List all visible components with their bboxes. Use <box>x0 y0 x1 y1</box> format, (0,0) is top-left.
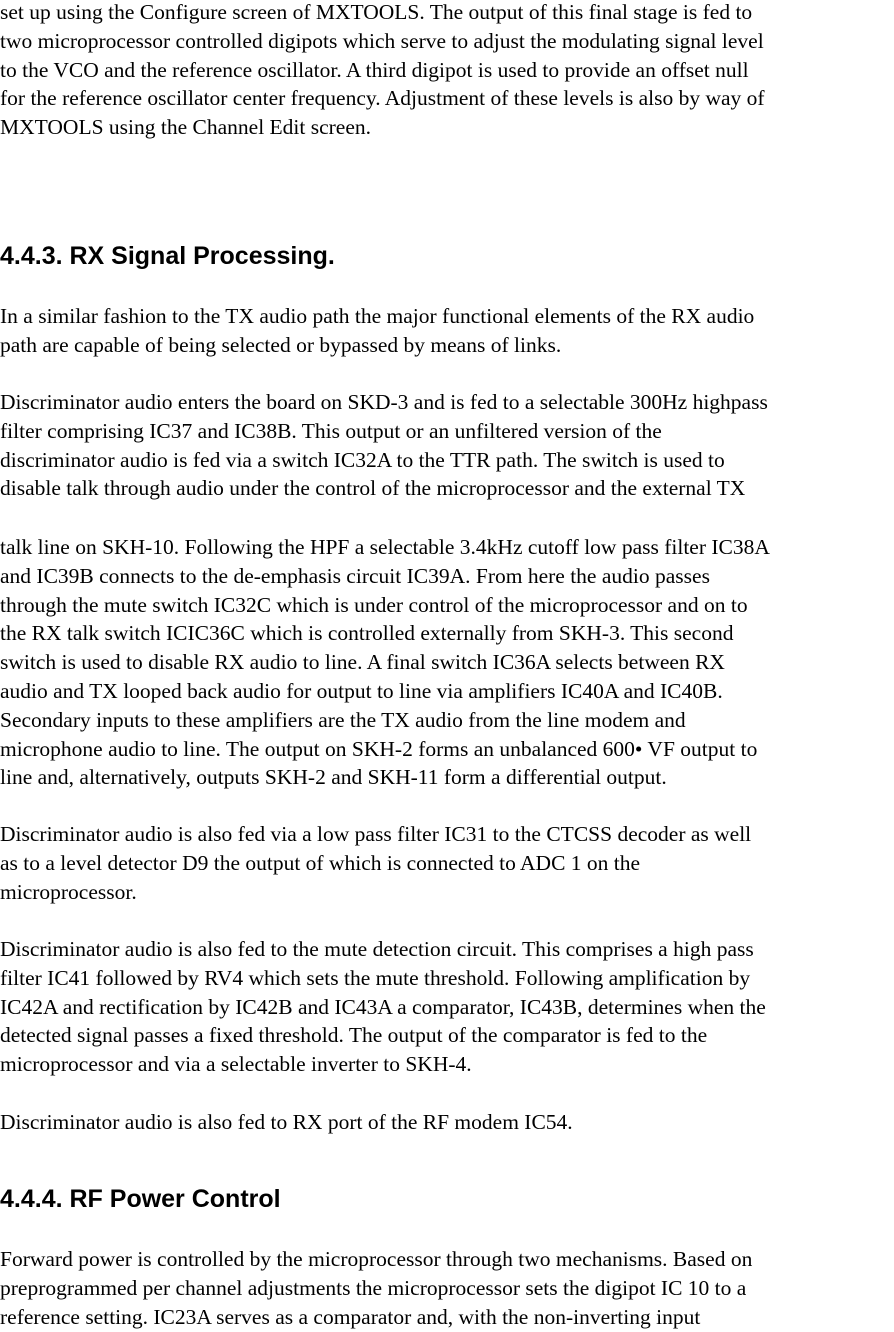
text-line: reference setting. IC23A serves as a comparator and, with the non-inverting input <box>0 1304 701 1329</box>
text-line: microprocessor and via a selectable inverter to SKH-4. <box>0 1052 472 1077</box>
intro-paragraph <box>0 0 894 142</box>
section-heading-rx-signal-processing: 4.4.3. RX Signal Processing. <box>0 242 335 270</box>
text-line: MXTOOLS using the Channel Edit screen. <box>0 115 372 140</box>
text-line: discriminator audio is fed via a switch IC32A to the TTR path. The switch is used to <box>0 447 725 472</box>
paragraph-rx-links <box>0 302 894 360</box>
text-line: preprogrammed per channel adjustments the microprocessor sets the digipot IC 10 to a <box>0 1275 747 1300</box>
paragraph-ctcss <box>0 820 894 906</box>
text-line: path are capable of being selected or bypassed by means of links. <box>0 332 562 357</box>
text-line: Discriminator audio is also fed to the mute detection circuit. This comprises a high pass <box>0 937 754 961</box>
text-line: as to a level detector D9 the output of which is connected to ADC 1 on the <box>0 850 641 875</box>
paragraph-mute-detection <box>0 935 894 1079</box>
text-line: IC42A and rectification by IC42B and IC43A a comparator, IC43B, determines when the <box>0 994 766 1019</box>
text-line: microprocessor. <box>0 879 137 904</box>
text-line: the RX talk switch ICIC36C which is controlled externally from SKH-3. This second <box>0 621 734 646</box>
text-line: two microprocessor controlled digipots which serve to adjust the modulating signal level <box>0 28 764 53</box>
text-line: switch is used to disable RX audio to line. A final switch IC36A selects between RX <box>0 650 725 675</box>
text-line: talk line on SKH-10. Following the HPF a selectable 3.4kHz cutoff low pass filter IC38A <box>0 535 770 559</box>
text-line: and IC39B connects to the de-emphasis circuit IC39A. From here the audio passes <box>0 563 710 588</box>
text-line: Secondary inputs to these amplifiers are the TX audio from the line modem and <box>0 707 686 732</box>
text-line: In a similar fashion to the TX audio path the major functional elements of the RX audio <box>0 304 755 328</box>
text-line: line and, alternatively, outputs SKH-2 and SKH-11 form a differential output. <box>0 765 667 790</box>
paragraph-forward-power <box>0 1245 894 1331</box>
paragraph-rf-modem <box>0 1108 894 1137</box>
text-line: filter IC41 followed by RV4 which sets the mute threshold. Following amplification by <box>0 965 751 990</box>
paragraph-talk-line <box>0 533 894 792</box>
text-line: through the mute switch IC32C which is under control of the microprocessor and on to <box>0 592 748 617</box>
text-line: audio and TX looped back audio for output to line via amplifiers IC40A and IC40B. <box>0 678 723 703</box>
text-line: to the VCO and the reference oscillator. A third digipot is used to provide an offset null <box>0 57 749 82</box>
text-line: Discriminator audio enters the board on SKD-3 and is fed to a selectable 300Hz highpass <box>0 390 768 414</box>
text-line: for the reference oscillator center frequency. Adjustment of these levels is also by way of <box>0 86 765 111</box>
text-line: filter comprising IC37 and IC38B. This output or an unfiltered version of the <box>0 418 662 443</box>
text-line: detected signal passes a fixed threshold. The output of the comparator is fed to the <box>0 1023 708 1048</box>
text-line: Discriminator audio is also fed to RX port of the RF modem IC54. <box>0 1110 573 1134</box>
text-line: Discriminator audio is also fed via a low pass filter IC31 to the CTCSS decoder as well <box>0 822 752 846</box>
text-line: Forward power is controlled by the microprocessor through two mechanisms. Based on <box>0 1247 753 1271</box>
section-heading-rf-power-control: 4.4.4. RF Power Control <box>0 1185 281 1213</box>
paragraph-discriminator-highpass <box>0 388 894 503</box>
text-line: disable talk through audio under the control of the microprocessor and the external TX <box>0 476 746 501</box>
text-line: set up using the Configure screen of MXTOOLS. The output of this final stage is fed to <box>0 0 753 24</box>
text-line: microphone audio to line. The output on SKH-2 forms an unbalanced 600• VF output to <box>0 736 758 761</box>
